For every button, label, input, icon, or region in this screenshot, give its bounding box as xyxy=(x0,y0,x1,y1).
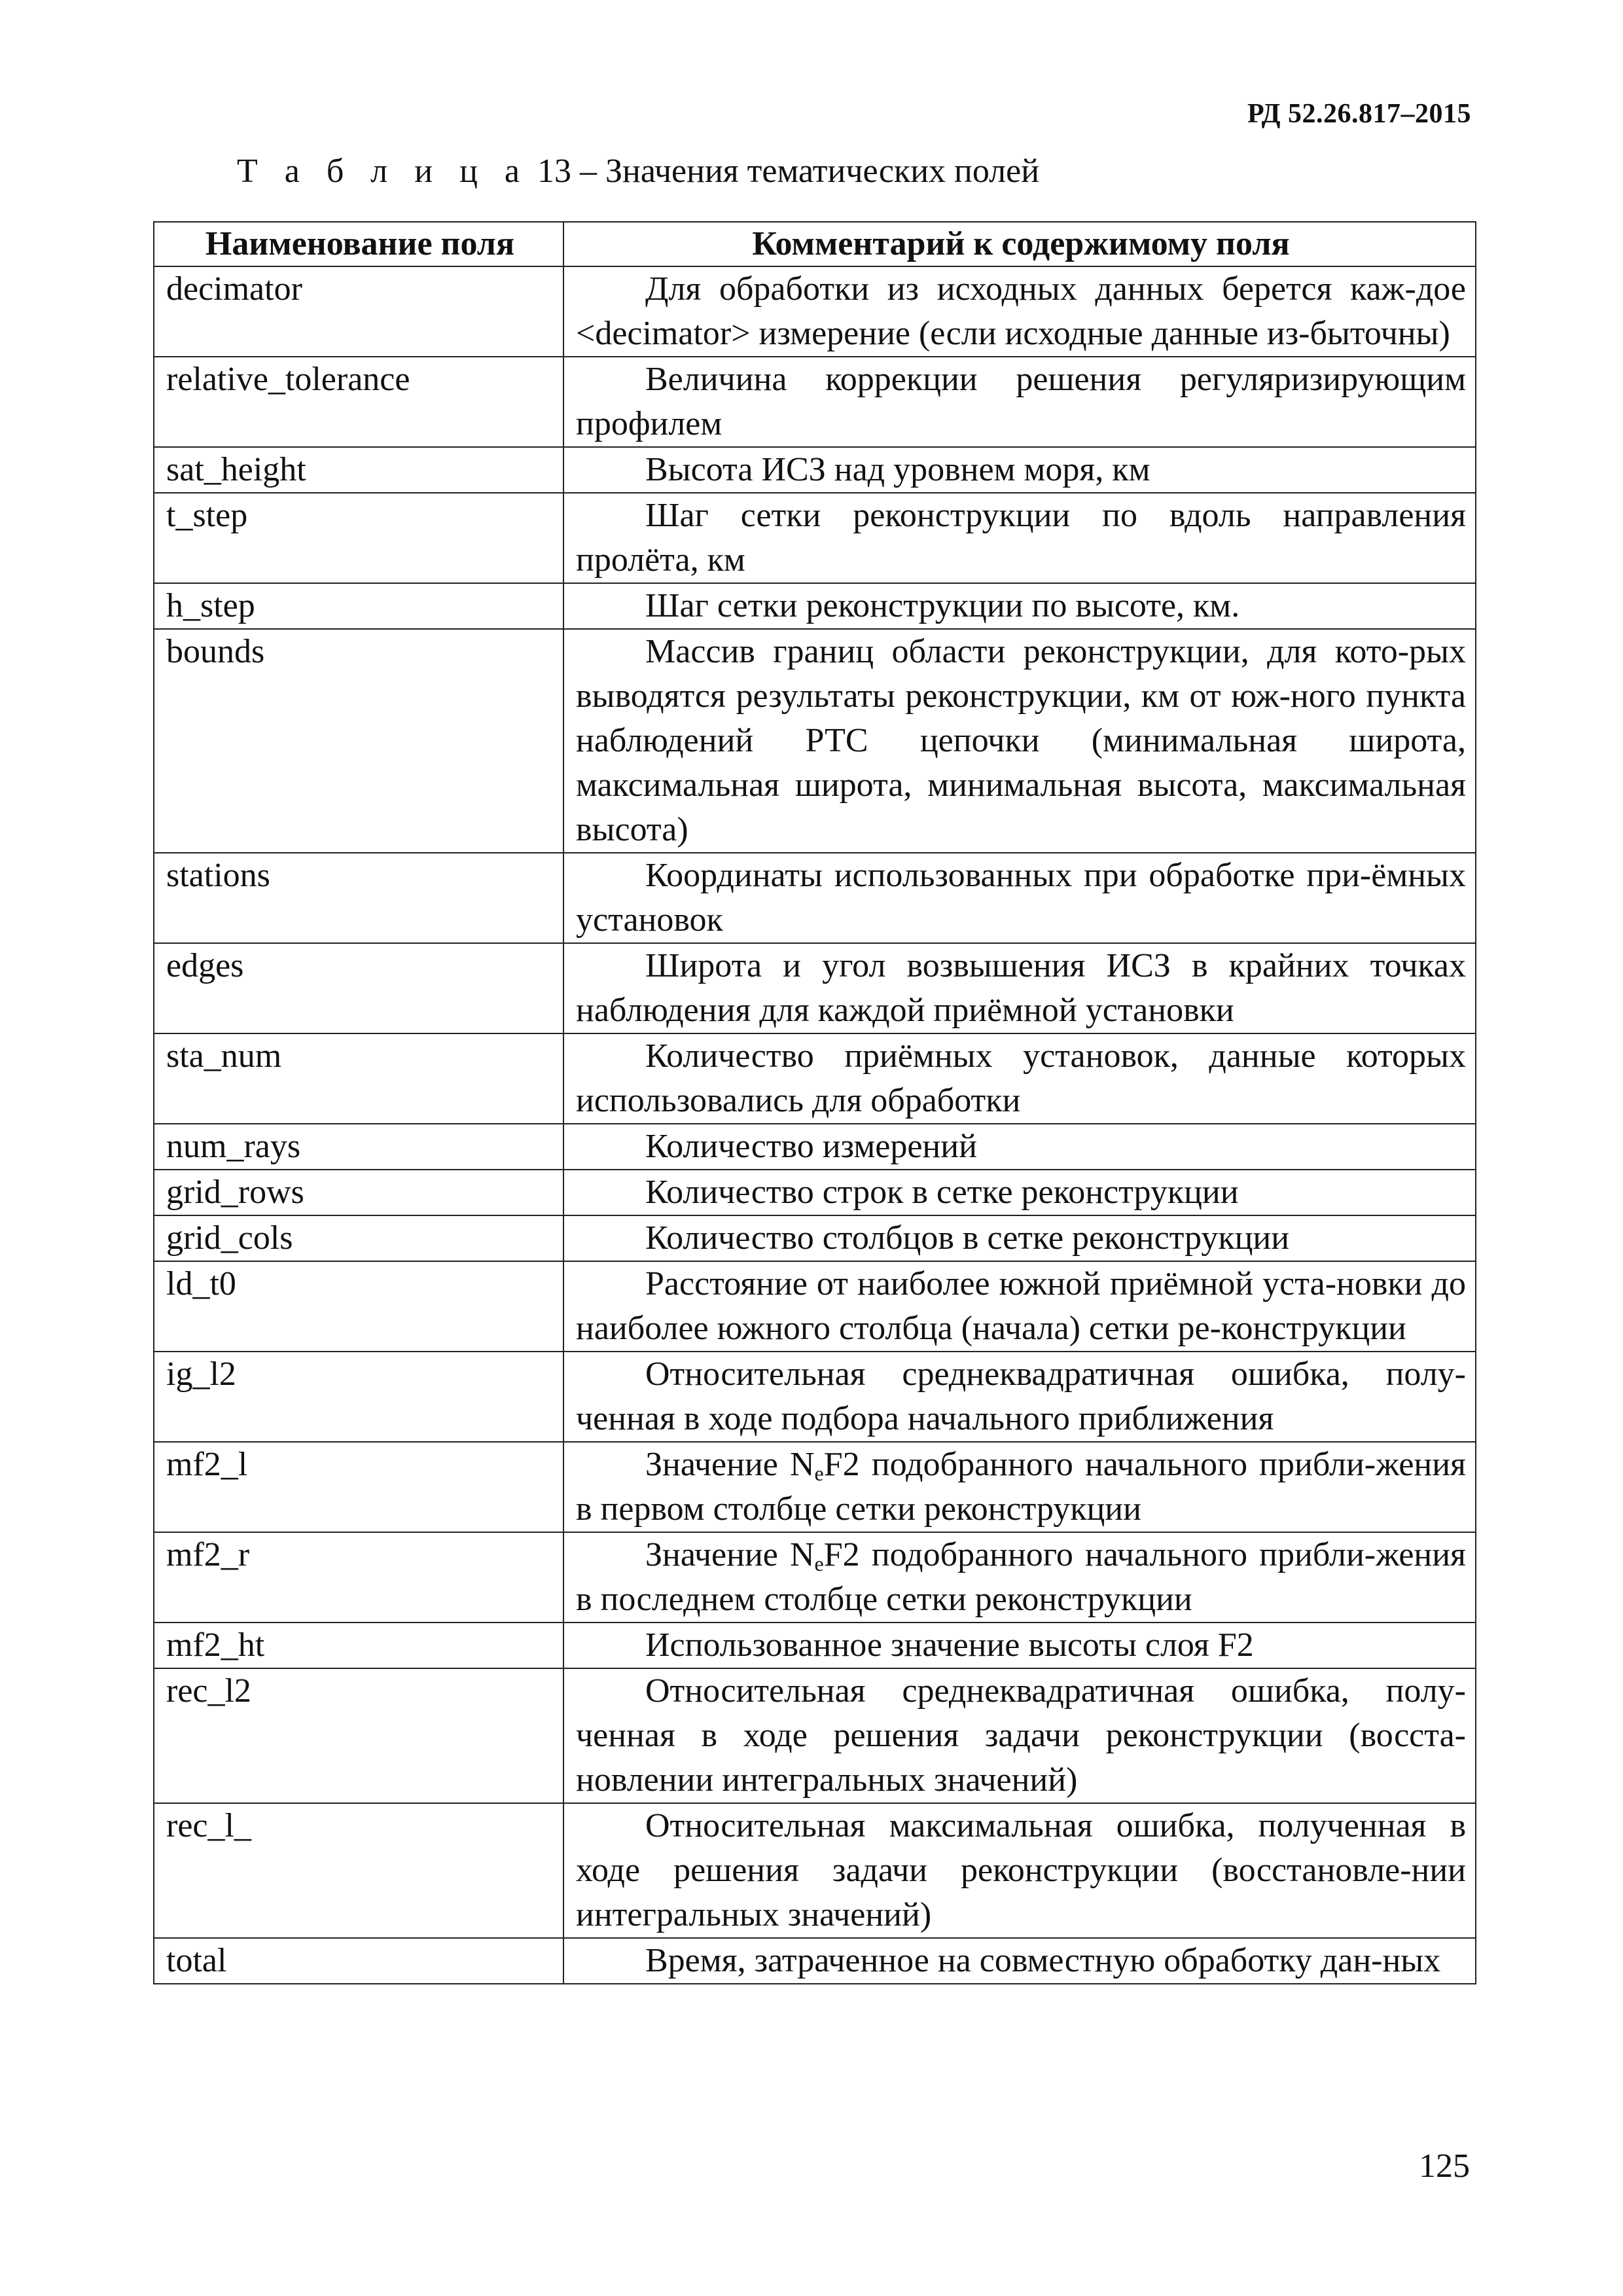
table-row xyxy=(154,943,1476,1033)
comment-text: F2 подобранного начального прибли-жения в последнем столбце сетки реконструкции xyxy=(576,1536,1466,1618)
comment-text: Значение N xyxy=(645,1536,815,1573)
table-row xyxy=(154,357,1476,447)
table-row xyxy=(154,266,1476,357)
document-code: РД 52.26.817–2015 xyxy=(1247,99,1471,129)
field-comment: Величина коррекции решения регуляризирующим профилем xyxy=(563,357,1476,447)
field-comment: Широта и угол возвышения ИСЗ в крайних точках наблюдения для каждой приёмной установки xyxy=(563,943,1476,1033)
table-row xyxy=(154,853,1476,943)
field-name: h_step xyxy=(154,583,563,629)
table-caption xyxy=(237,152,1039,190)
table-row xyxy=(154,1033,1476,1124)
field-name: mf2_r xyxy=(154,1532,563,1623)
column-header-field-name: Наименование поля xyxy=(154,222,563,266)
field-comment: Количество измерений xyxy=(563,1124,1476,1170)
table-row xyxy=(154,1668,1476,1803)
field-comment: Шаг сетки реконструкции по вдоль направления пролёта, км xyxy=(563,493,1476,583)
field-comment: Массив границ области реконструкции, для кото-рых выводятся результаты реконструкции, км от юж-ного пункта наблюдений РТС цепочки (минимальная широта, максимальная широта, минимальная высота, максимальная высота) xyxy=(563,629,1476,853)
field-comment: Количество приёмных установок, данные которых использовались для обработки xyxy=(563,1033,1476,1124)
field-name: decimator xyxy=(154,266,563,357)
field-comment: Расстояние от наиболее южной приёмной уста-новки до наиболее южного столбца (начала) сетки ре-конструкции xyxy=(563,1261,1476,1352)
column-header-comment: Комментарий к содержимому поля xyxy=(563,222,1476,266)
table-caption-text: 13 – Значения тематических полей xyxy=(537,152,1040,190)
comment-text: Значение N xyxy=(645,1446,815,1483)
table-row xyxy=(154,493,1476,583)
field-name: sat_height xyxy=(154,447,563,493)
subscript-e: e xyxy=(814,1552,824,1575)
table-row xyxy=(154,1124,1476,1170)
field-name: relative_tolerance xyxy=(154,357,563,447)
field-name: ig_l2 xyxy=(154,1352,563,1442)
page-number: 125 xyxy=(1419,2147,1470,2185)
field-comment: Относительная максимальная ошибка, полученная в ходе решения задачи реконструкции (восстановле-нии интегральных значений) xyxy=(563,1803,1476,1938)
field-comment: Относительная среднеквадратичная ошибка, полу-ченная в ходе решения задачи реконструкции (восста-новлении интегральных значений) xyxy=(563,1668,1476,1803)
table-header-row xyxy=(154,222,1476,266)
table-row xyxy=(154,1532,1476,1623)
table-row xyxy=(154,1803,1476,1938)
field-comment xyxy=(563,1442,1476,1532)
field-name: sta_num xyxy=(154,1033,563,1124)
field-name: mf2_ht xyxy=(154,1623,563,1668)
field-comment: Для обработки из исходных данных берется каж-дое <decimator> измерение (если исходные данные из-быточны) xyxy=(563,266,1476,357)
field-name: mf2_l xyxy=(154,1442,563,1532)
table-row xyxy=(154,1261,1476,1352)
table-row xyxy=(154,1938,1476,1984)
field-name: t_step xyxy=(154,493,563,583)
field-name: rec_l2 xyxy=(154,1668,563,1803)
table-row xyxy=(154,1352,1476,1442)
table-caption-label: Т а б л и ц а xyxy=(237,152,529,190)
field-name: grid_rows xyxy=(154,1170,563,1215)
table-row xyxy=(154,1170,1476,1215)
table-row xyxy=(154,447,1476,493)
table-row xyxy=(154,1442,1476,1532)
field-name: stations xyxy=(154,853,563,943)
field-comment: Время, затраченное на совместную обработку дан-ных xyxy=(563,1938,1476,1984)
field-name: total xyxy=(154,1938,563,1984)
field-comment: Шаг сетки реконструкции по высоте, км. xyxy=(563,583,1476,629)
field-comment: Использованное значение высоты слоя F2 xyxy=(563,1623,1476,1668)
field-name: bounds xyxy=(154,629,563,853)
field-name: edges xyxy=(154,943,563,1033)
field-name: grid_cols xyxy=(154,1215,563,1261)
field-name: rec_l_ xyxy=(154,1803,563,1938)
field-comment xyxy=(563,1532,1476,1623)
table-row xyxy=(154,1623,1476,1668)
field-comment: Количество столбцов в сетке реконструкции xyxy=(563,1215,1476,1261)
field-comment: Относительная среднеквадратичная ошибка, полу-ченная в ходе подбора начального приближения xyxy=(563,1352,1476,1442)
subscript-e: e xyxy=(814,1462,824,1485)
table-row xyxy=(154,583,1476,629)
field-name: ld_t0 xyxy=(154,1261,563,1352)
table-row xyxy=(154,1215,1476,1261)
field-comment: Высота ИСЗ над уровнем моря, км xyxy=(563,447,1476,493)
comment-text: F2 подобранного начального прибли-жения в первом столбце сетки реконструкции xyxy=(576,1446,1466,1528)
field-name: num_rays xyxy=(154,1124,563,1170)
fields-table xyxy=(153,221,1476,1984)
field-comment: Количество строк в сетке реконструкции xyxy=(563,1170,1476,1215)
table-row xyxy=(154,629,1476,853)
field-comment: Координаты использованных при обработке при-ёмных установок xyxy=(563,853,1476,943)
